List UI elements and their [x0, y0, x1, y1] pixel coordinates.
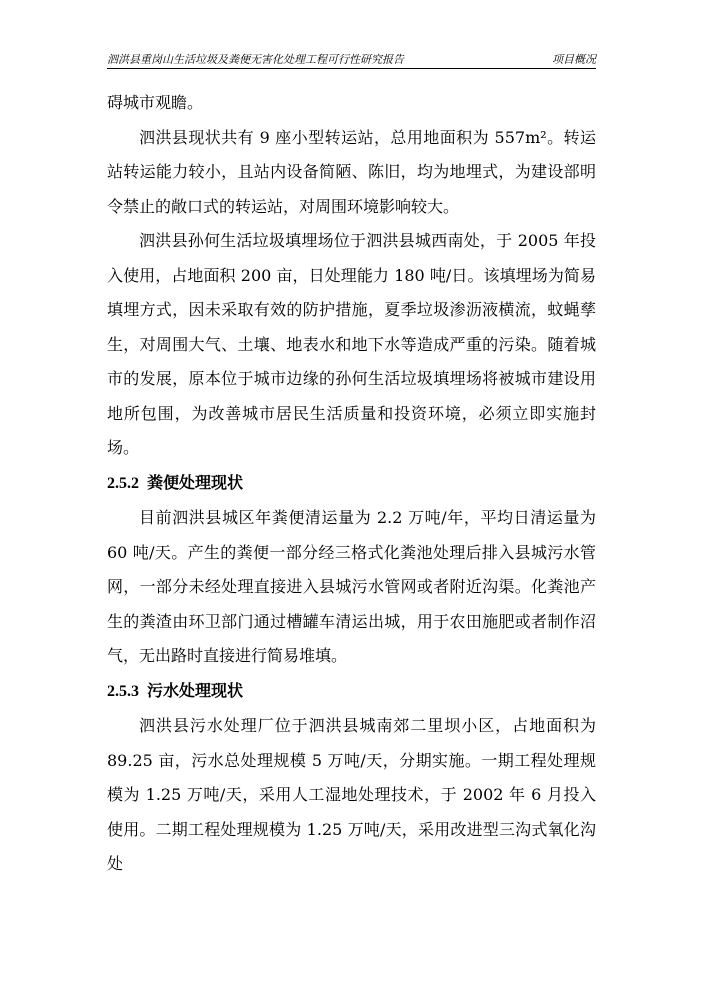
section-heading-2-5-3 [107, 674, 596, 710]
section-number: 2.5.2 [107, 474, 139, 492]
paragraph-transfer-stations: 泗洪县现状共有 9 座小型转运站，总用地面积为 557m²。转运站转运能力较小，且站内设备简陋、陈旧，均为地埋式，为建设部明令禁止的敞口式的转运站，对周围环境影响较大。 [107, 127, 596, 216]
paragraph-sewage-treatment: 泗洪县污水处理厂位于泗洪县城南郊二里坝小区，占地面积为 89.25 亩，污水总处理规模 5 万吨/天，分期实施。一期工程处理规模为 1.25 万吨/天，采用人工湿地处理技术，于 2002 年 6 月投入使用。二期工程处理规模为 1.25 万吨/天，采用改进型三沟式氧化沟处 [107, 716, 596, 873]
paragraph-landfill: 泗洪县孙何生活垃圾填埋场位于泗洪县城西南处，于 2005 年投入使用，占地面积 200 亩，日处理能力 180 吨/日。该填埋场为简易填埋方式，因未采取有效的防护措施，夏季垃圾渗沥液横流，蚊蝇孳生，对周围大气、土壤、地表水和地下水等造成严重的污染。随着城市的发展，原本位于城市边缘的孙何生活垃圾填埋场将被城市建设用地所包围，为改善城市居民生活质量和投资环境，必须立即实施封场。 [107, 231, 596, 457]
paragraph-continuation: 碍城市观瞻。 [107, 93, 204, 112]
section-title: 粪便处理现状 [147, 472, 244, 492]
page-header [107, 50, 596, 69]
paragraph-feces-treatment: 目前泗洪县城区年粪便清运量为 2.2 万吨/年，平均日清运量为 60 吨/天。产生的粪便一部分经三格式化粪池处理后排入县城污水管网，一部分未经处理直接进入县城污水管网或者附近沟渠。化粪池产生的粪渣由环卫部门通过槽罐车清运出城，用于农田施肥或者制作沼气，无出路时直接进行简易堆填。 [107, 508, 596, 665]
section-heading-2-5-2 [107, 466, 596, 502]
document-body [107, 86, 596, 882]
header-chapter-title: 项目概况 [552, 53, 596, 66]
section-title: 污水处理现状 [147, 680, 244, 700]
section-number: 2.5.3 [107, 682, 139, 700]
header-report-title: 泗洪县重岗山生活垃圾及粪便无害化处理工程可行性研究报告 [107, 53, 404, 66]
